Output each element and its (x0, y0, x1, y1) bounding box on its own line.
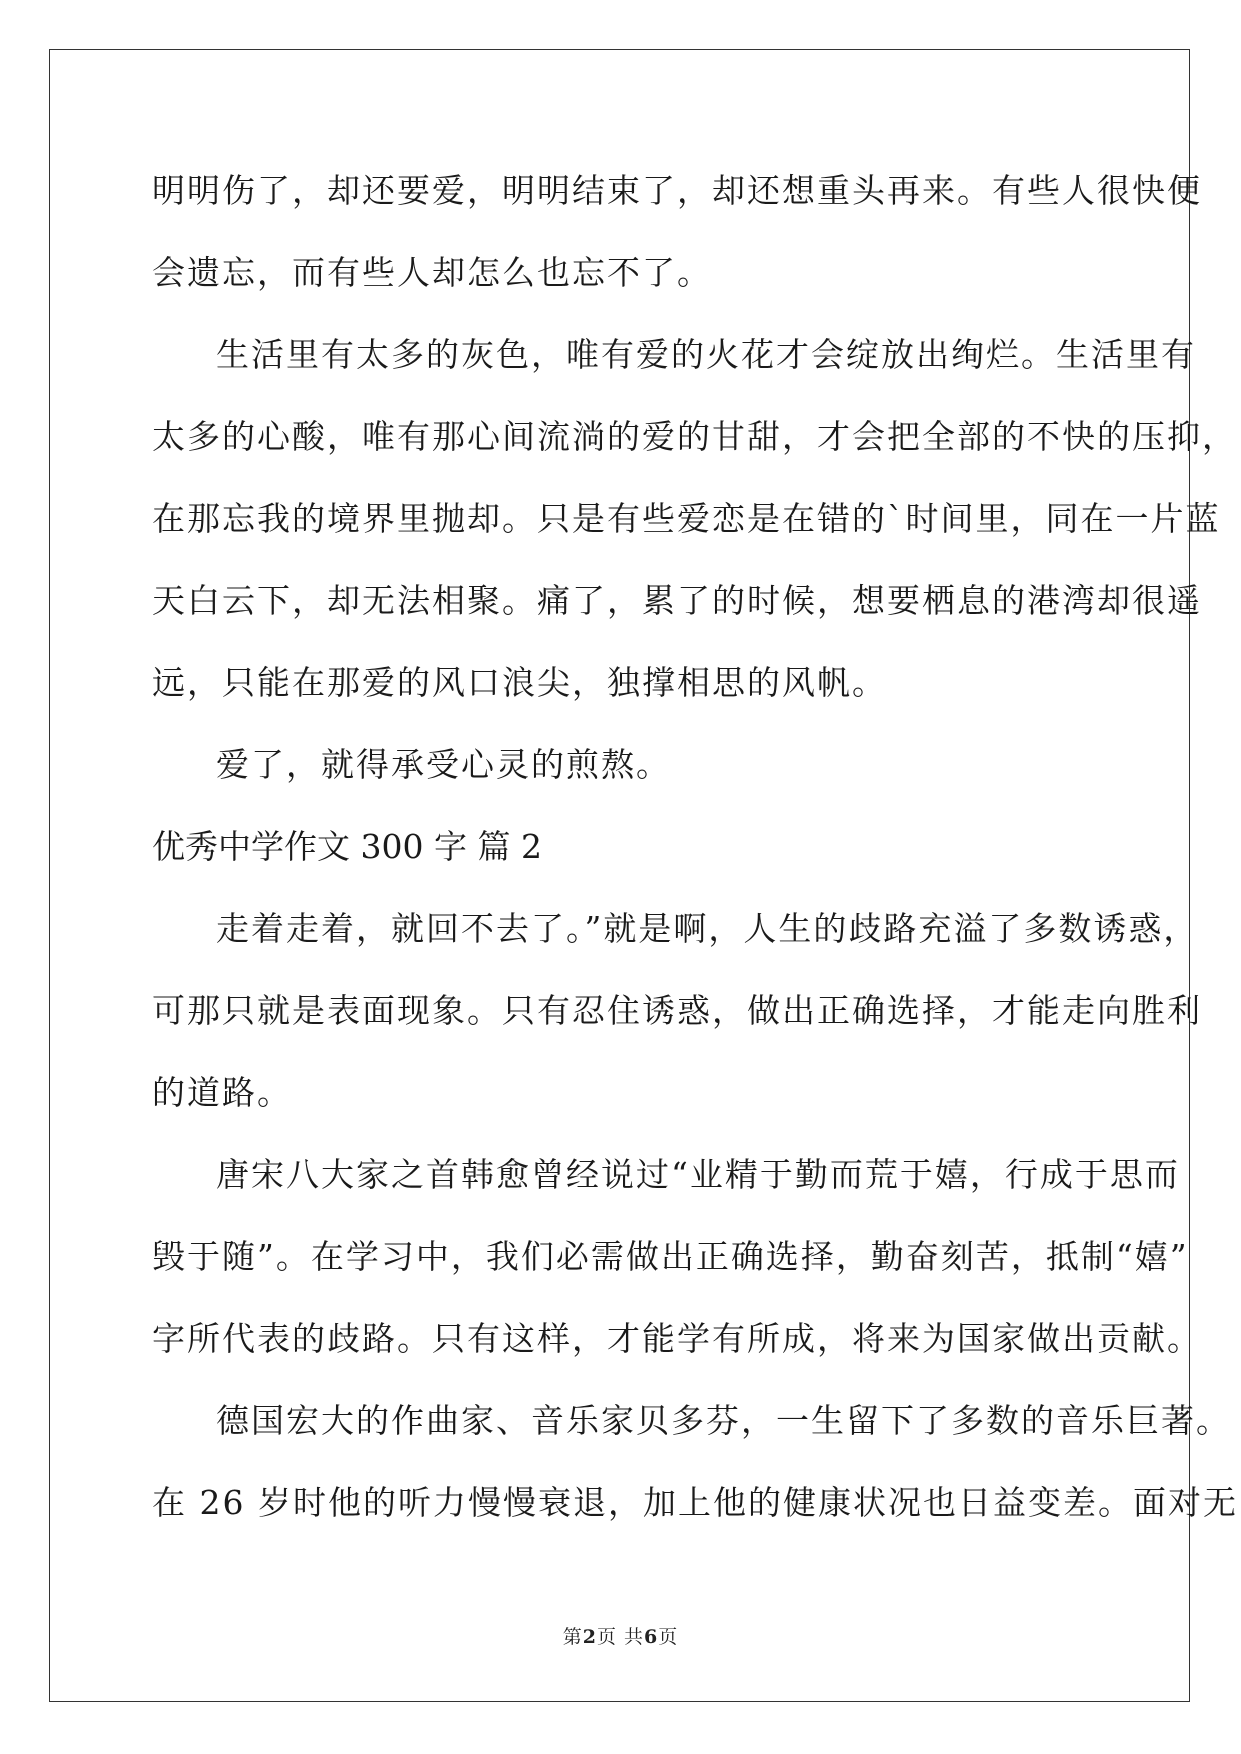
text-line: 太多的心酸，唯有那心间流淌的爱的甘甜，才会把全部的不快的压抑， (152, 417, 1237, 456)
page-footer (0, 1622, 1241, 1649)
paragraph-start-line: 走着走着，就回不去了。”就是啊，人生的歧路充溢了多数诱惑， (216, 909, 1199, 948)
total-page-number: 6 (644, 1626, 659, 1648)
paragraph-start-line: 爱了，就得承受心灵的煎熬。 (216, 745, 671, 784)
text-line: 远，只能在那爱的风口浪尖，独撑相思的风帆。 (152, 663, 887, 702)
document-body (152, 150, 1238, 1544)
text-line: 会遗忘，而有些人却怎么也忘不了。 (152, 253, 712, 292)
footer-prefix: 第 (562, 1626, 583, 1648)
text-line: 毁于随”。在学习中，我们必需做出正确选择，勤奋刻苦，抵制“嬉” (152, 1237, 1189, 1276)
current-page-number: 2 (582, 1626, 597, 1648)
paragraph-start-line: 唐宋八大家之首韩愈曾经说过“业精于勤而荒于嬉，行成于思而 (216, 1155, 1180, 1194)
paragraph-start-line: 德国宏大的作曲家、音乐家贝多芬，一生留下了多数的音乐巨著。 (216, 1401, 1231, 1440)
text-line: 天白云下，却无法相聚。痛了，累了的时候，想要栖息的港湾却很遥 (152, 581, 1202, 620)
text-line: 明明伤了，却还要爱，明明结束了，却还想重头再来。有些人很快便 (152, 171, 1202, 210)
text-line: 的道路。 (152, 1073, 292, 1112)
text-line: 在那忘我的境界里抛却。只是有些爱恋是在错的`时间里，同在一片蓝 (152, 499, 1221, 538)
footer-middle: 页 共 (596, 1626, 645, 1648)
section-heading: 优秀中学作文 300 字 篇 2 (152, 827, 542, 866)
paragraph-start-line: 生活里有太多的灰色，唯有爱的火花才会绽放出绚烂。生活里有 (216, 335, 1196, 374)
footer-suffix: 页 (658, 1626, 679, 1648)
text-line: 可那只就是表面现象。只有忍住诱惑，做出正确选择，才能走向胜利 (152, 991, 1202, 1030)
text-line: 字所代表的歧路。只有这样，才能学有所成，将来为国家做出贡献。 (152, 1319, 1202, 1358)
text-line: 在 26 岁时他的听力慢慢衰退，加上他的健康状况也日益变差。面对无 (152, 1483, 1238, 1522)
